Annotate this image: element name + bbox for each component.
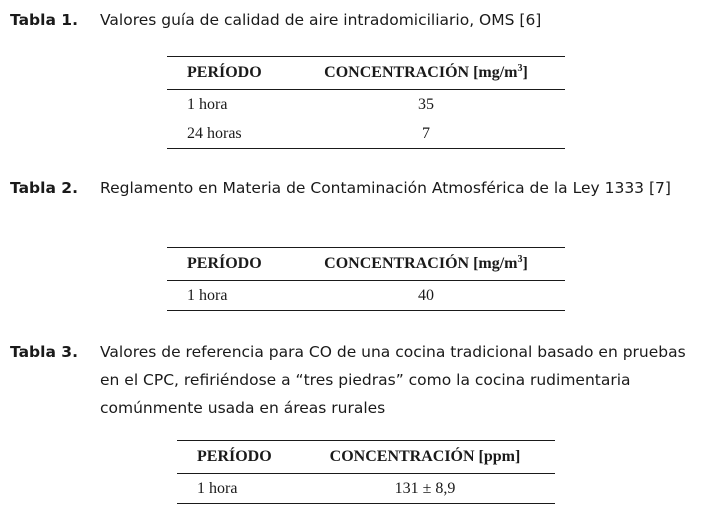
table-3-cell-value: 131 ± 8,9 (394, 479, 456, 497)
table-3-label: Tabla 3. (10, 343, 78, 361)
table-3-caption: Valores de referencia para CO de una cocina tradicional basado en pruebas en el CPC, refiriéndose a “tres piedras” como la cocina rudimentaria comúnmente usada en áreas rurales (100, 343, 686, 417)
header-unit-superscript: 3 (517, 254, 523, 265)
header-unit-close: ] (522, 64, 528, 81)
table-1-header-row (167, 57, 565, 90)
table-3-header-concentration: CONCENTRACIÓN [ppm] (329, 448, 521, 465)
table-3-header-row (177, 441, 555, 474)
table-2 (167, 247, 565, 311)
table-1-cell-value: 35 (418, 95, 434, 113)
table-1 (167, 56, 565, 149)
table-2-header-period: PERÍODO (187, 255, 262, 272)
table-row (167, 119, 565, 148)
table-2-cell-value: 40 (418, 286, 434, 304)
table-row (167, 90, 565, 119)
table-2-label: Tabla 2. (10, 179, 78, 197)
table-3-header-period: PERÍODO (197, 448, 272, 465)
header-unit-text: CONCENTRACIÓN [mg/m (324, 255, 518, 272)
table-1-cell-value: 7 (422, 124, 430, 142)
table-1-header-concentration (287, 64, 565, 82)
table-row (177, 474, 555, 503)
table-3-cell-period: 1 hora (197, 479, 238, 497)
header-unit-text: CONCENTRACIÓN [mg/m (324, 64, 518, 81)
table-1-caption: Valores guía de calidad de aire intradomiciliario, OMS [6] (100, 11, 542, 29)
table-2-caption: Reglamento en Materia de Contaminación Atmosférica de la Ley 1333 [7] (100, 179, 671, 197)
table-1-header-period: PERÍODO (187, 64, 262, 81)
table-1-cell-period: 1 hora (187, 95, 228, 113)
table-2-header-row (167, 248, 565, 281)
table-2-cell-period: 1 hora (187, 286, 228, 304)
table-2-header-concentration (287, 255, 565, 273)
header-unit-close: ] (522, 255, 528, 272)
header-unit-superscript: 3 (517, 63, 523, 74)
table-1-cell-period: 24 horas (187, 124, 242, 142)
table-1-label: Tabla 1. (10, 11, 78, 29)
table-row (167, 281, 565, 310)
table-3 (177, 440, 555, 504)
